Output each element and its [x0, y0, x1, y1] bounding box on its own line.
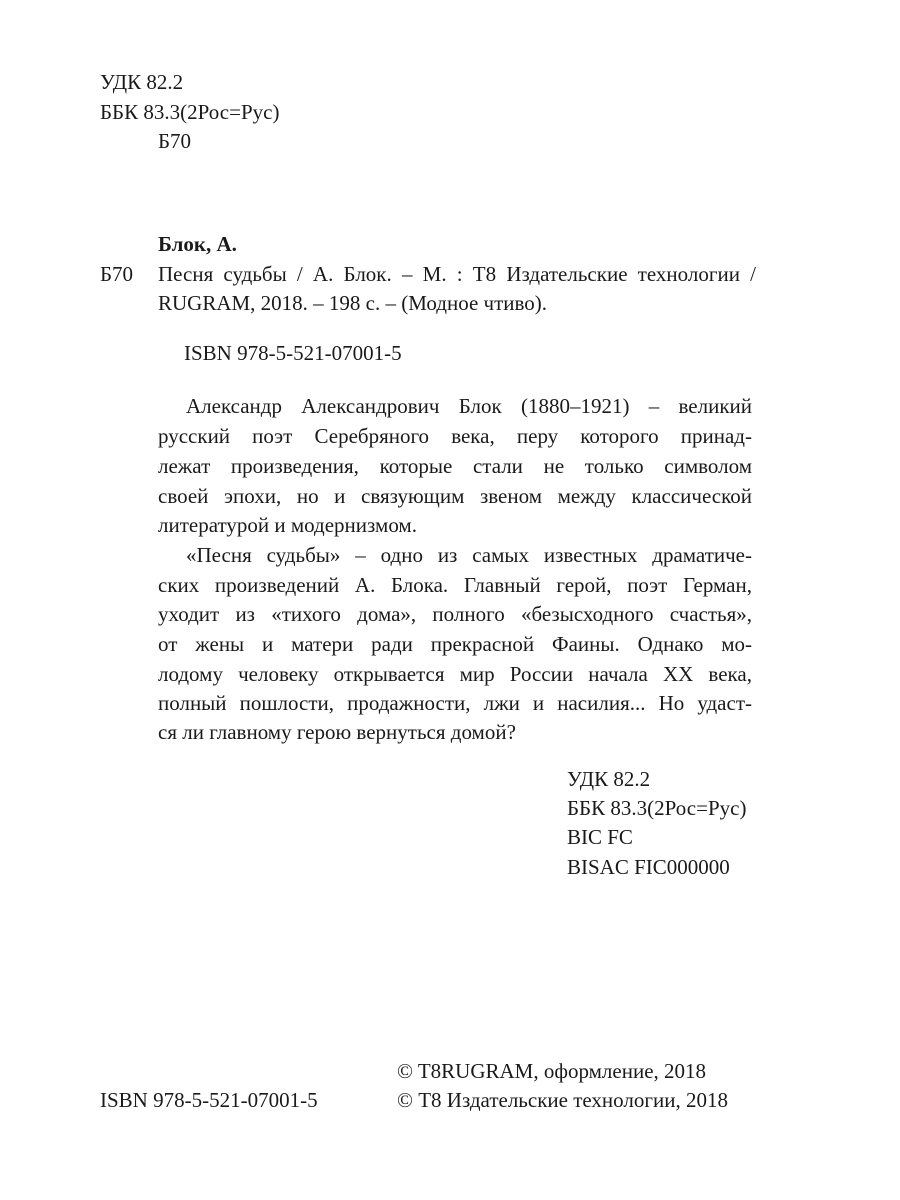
bbk-code-bottom: ББК 83.3(2Рос=Рус) [567, 796, 747, 820]
udk-code-top: УДК 82.2 [100, 70, 184, 94]
annotation-p2-line: полный пошлости, продажности, лжи и насилия... Но удаст- [158, 691, 752, 715]
author-heading: Блок, А. [158, 232, 237, 256]
annotation-p1-line: русский поэт Серебряного века, перу которого принад- [158, 424, 752, 448]
udk-code-bottom: УДК 82.2 [567, 767, 651, 791]
copyright-design: © T8RUGRAM, оформление, 2018 [397, 1059, 707, 1083]
author-mark-record: Б70 [100, 262, 134, 286]
isbn-footer: ISBN 978-5-521-07001-5 [100, 1088, 318, 1112]
annotation-p2-line: ских произведений А. Блока. Главный герой, поэт Герман, [158, 573, 752, 597]
annotation-p1-line: литературой и модернизмом. [158, 513, 417, 537]
bisac-code: BISAC FIC000000 [567, 855, 730, 879]
copyright-publisher: © Т8 Издательские технологии, 2018 [397, 1088, 728, 1112]
description-line-2: RUGRAM, 2018. – 198 с. – (Модное чтиво). [158, 291, 548, 315]
annotation-p2-line: ся ли главному герою вернуться домой? [158, 720, 516, 744]
annotation-p1-line: Александр Александрович Блок (1880–1921) – великий [186, 394, 752, 418]
annotation-p2-line: лодому человеку открывается мир России начала XX века, [158, 662, 752, 686]
annotation-p2-line: «Песня судьбы» – одно из самых известных драматиче- [186, 543, 752, 567]
annotation-p1-line: своей эпохи, но и связующим звеном между классической [158, 484, 752, 508]
author-mark-top: Б70 [158, 129, 192, 153]
annotation-p2-line: уходит из «тихого дома», полного «безысходного счастья», [158, 602, 752, 626]
bic-code: BIC FC [567, 825, 633, 849]
annotation-p2-line: от жены и матери ради прекрасной Фаины. Однако мо- [158, 632, 752, 656]
description-line-1: Песня судьбы / А. Блок. – М. : Т8 Издательские технологии / [158, 262, 756, 286]
annotation-p1-line: лежат произведения, которые стали не только символом [158, 454, 752, 478]
isbn-record: ISBN 978-5-521-07001-5 [184, 341, 402, 365]
bbk-code-top: ББК 83.3(2Рос=Рус) [100, 100, 280, 124]
